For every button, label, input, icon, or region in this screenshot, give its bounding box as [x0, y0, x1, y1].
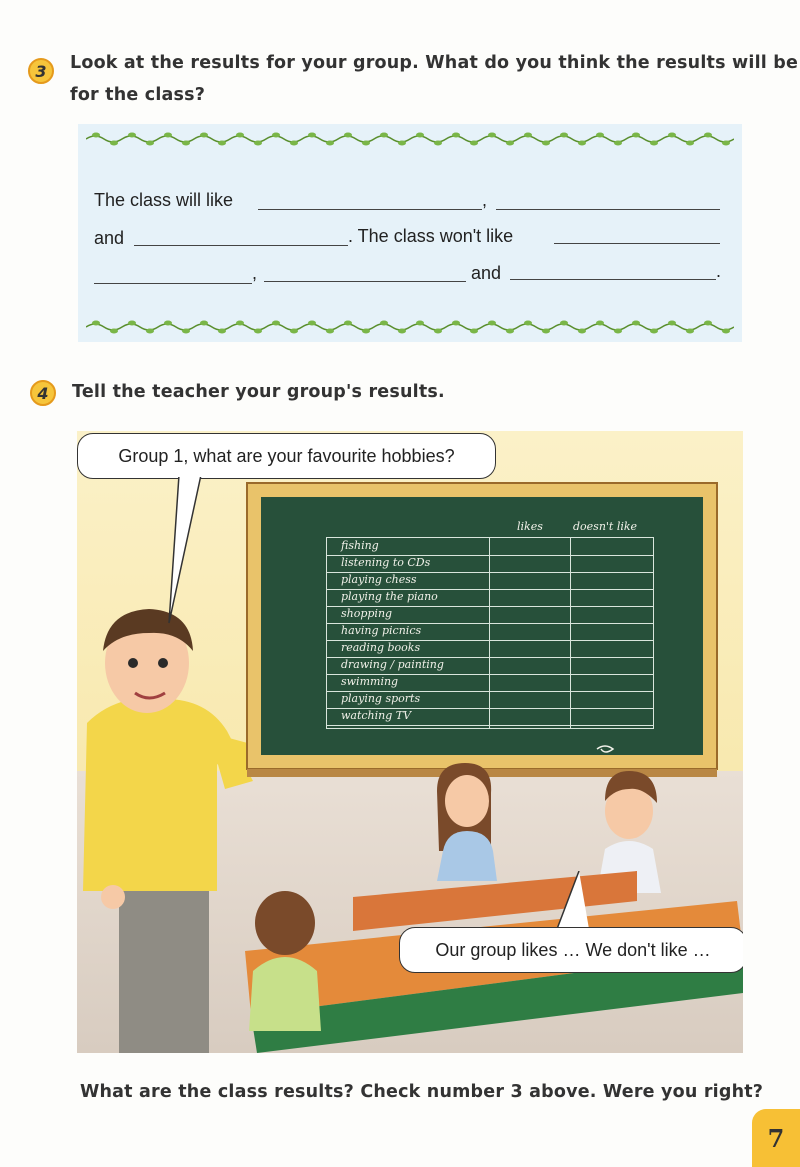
blank-5[interactable] [94, 283, 252, 284]
question-3-line1: Look at the results for your group. What do you think the results will be [70, 53, 799, 73]
sentence-part-d: and [471, 263, 502, 283]
board-hobby-label: reading books [341, 641, 421, 654]
board-hobby-label: shopping [341, 607, 393, 620]
board-row [327, 606, 653, 624]
blank-4[interactable] [554, 243, 720, 244]
sentence-part-c: . The class won't like [348, 226, 514, 246]
student-bubble-tail [539, 871, 599, 931]
board-hobby-label: having picnics [341, 624, 422, 637]
blank-1[interactable] [258, 209, 482, 210]
question-3-line2: for the class? [70, 85, 206, 105]
page-number: 7 [767, 1123, 785, 1153]
board-hobby-label: drawing / painting [341, 658, 444, 671]
board-row [327, 657, 653, 675]
board-row [327, 623, 653, 641]
board-hobby-label: listening to CDs [341, 556, 431, 569]
board-row [327, 555, 653, 573]
board-hobby-label: playing chess [341, 573, 417, 586]
question-4-badge [30, 380, 56, 406]
question-4-text: Tell the teacher your group's results. [72, 382, 445, 402]
board-hobby-label: swimming [341, 675, 399, 688]
board-hobby-label: playing the piano [341, 590, 438, 603]
board-table [326, 520, 654, 729]
blank-2[interactable] [496, 209, 720, 210]
sentence-period: . [716, 261, 722, 281]
student-speech-bubble [399, 927, 743, 973]
top-vine-decoration [86, 130, 734, 148]
teacher-speech-text: Group 1, what are your favourite hobbies? [118, 445, 455, 466]
sentence-comma-1: , [482, 190, 488, 210]
question-3-number: 3 [35, 61, 47, 81]
footer-question: What are the class results? Check number 3 above. Were you right? [80, 1082, 764, 1102]
sentence-comma-2: , [252, 263, 258, 283]
board-row [327, 691, 653, 709]
board-hobby-label: playing sports [341, 692, 421, 705]
answer-panel [78, 124, 742, 342]
board-hobby-label: watching TV [341, 709, 412, 722]
board-row [327, 674, 653, 692]
board-header-doesnt-like: doesn't like [573, 520, 638, 533]
question-3-badge [28, 58, 54, 84]
sentence-part-b: and [94, 228, 125, 248]
teacher-bubble-tail [165, 475, 205, 625]
bottom-vine-decoration [86, 318, 734, 336]
page-number-tab [752, 1109, 800, 1167]
board-row [327, 538, 653, 556]
student-speech-text: Our group likes … We don't like … [435, 939, 711, 960]
sentence-part-a: The class will like [94, 190, 234, 210]
board-row [327, 589, 653, 607]
blank-7[interactable] [510, 279, 716, 280]
board-row [327, 708, 653, 726]
classroom-illustration [77, 431, 743, 1053]
board-header-likes: likes [517, 520, 543, 533]
board-row [327, 640, 653, 658]
board-hobby-label: fishing [341, 539, 379, 552]
blank-3[interactable] [134, 245, 348, 246]
blank-6[interactable] [264, 281, 466, 282]
question-4-number: 4 [37, 383, 49, 403]
board-row [327, 572, 653, 590]
teacher-speech-bubble [77, 433, 496, 479]
